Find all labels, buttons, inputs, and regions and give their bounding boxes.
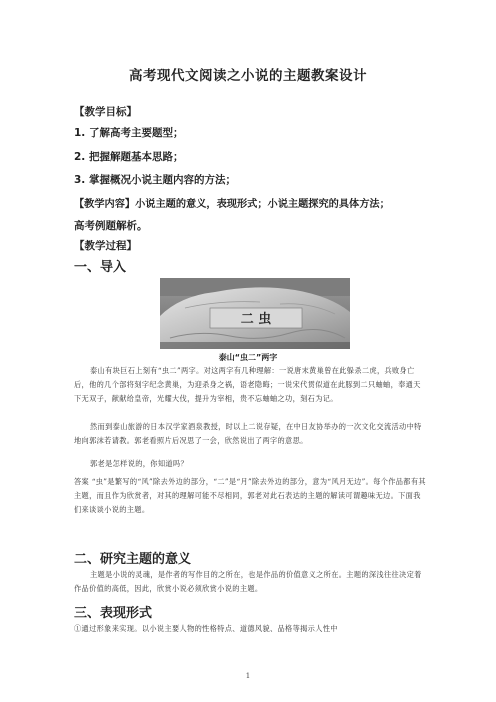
section-1-heading: 一、导入 [74,260,127,275]
meaning-paragraph: 主题是小说的灵魂，是作者的写作目的之所在，也是作品的价值意义之所在。主题的深浅往往决定着作品价值的高低，因此，欣赏小说必须欣赏小说的主题。 [74,570,422,593]
form-paragraph: ①通过形象来实现。以小说主要人物的性格特点、道德风貌、品格等揭示人性中 [74,624,338,633]
intro-paragraph: 泰山有块巨石上刻有“虫二”两字。对这两字有几种理解：一说唐末黄巢曾在此躲杀二虎，兵败身亡后，他的几个部将刻字纪念黄巢，为迎杀身之祸，语老隐晦；一说宋代贯似道在此豚到二只蚰蚰，奉通天下无双子，献献给皇帝，光耀大伐，提升为宰相，贵不忘蚰蚰之功，刻石为记。 [74,366,421,403]
photo-caption: 泰山“虫二”两字 [218,353,278,362]
answer-paragraph: 答案 “虫”是繁写的“风”除去外边的部分，“二”是“月”除去外边的部分，意为“风月无边”。每个作品都有其主题，而且作为欣赏者，对其的理解可能不尽相同，郭老对此石表达的主题的解读可谓趣味无边。下面我们来谈谈小说的主题。 [74,477,426,514]
objective-item-1: 1. 了解高考主要题型； [74,127,184,139]
process-header: 【教学过程】 [74,240,137,252]
content-line-2: 高考例题解析。 [74,220,148,232]
stone-engraving: 二 虫 [240,312,272,327]
objective-item-2: 2. 把握解题基本思路； [74,151,184,163]
objectives-header: 【教学目标】 [74,106,137,118]
anecdote-paragraph: 然而到泰山旅游的日本汉学家酒泉教授，时以上二说存疑，在中日友协举办的一次文化交流活动中特地向郭沫若请教。郭老看照片后况思了一会，欣然说出了两字的意思。 [74,422,422,445]
section-2-heading: 二、研究主题的意义 [74,552,192,567]
content-line-1: 【教学内容】小说主题的意义，表现形式；小说主题探究的具体方法； [74,199,390,210]
section-3-heading: 三、表现形式 [74,606,153,621]
stone-photo [160,278,350,349]
question-paragraph: 郭老是怎样说的，你知道吗？ [90,459,188,468]
page-number: 1 [245,672,251,680]
document-title: 高考现代文阅读之小说的主题教案设计 [129,68,367,84]
stone-image [160,278,350,349]
objective-item-3: 3. 掌握概况小说主题内容的方法； [74,174,236,186]
